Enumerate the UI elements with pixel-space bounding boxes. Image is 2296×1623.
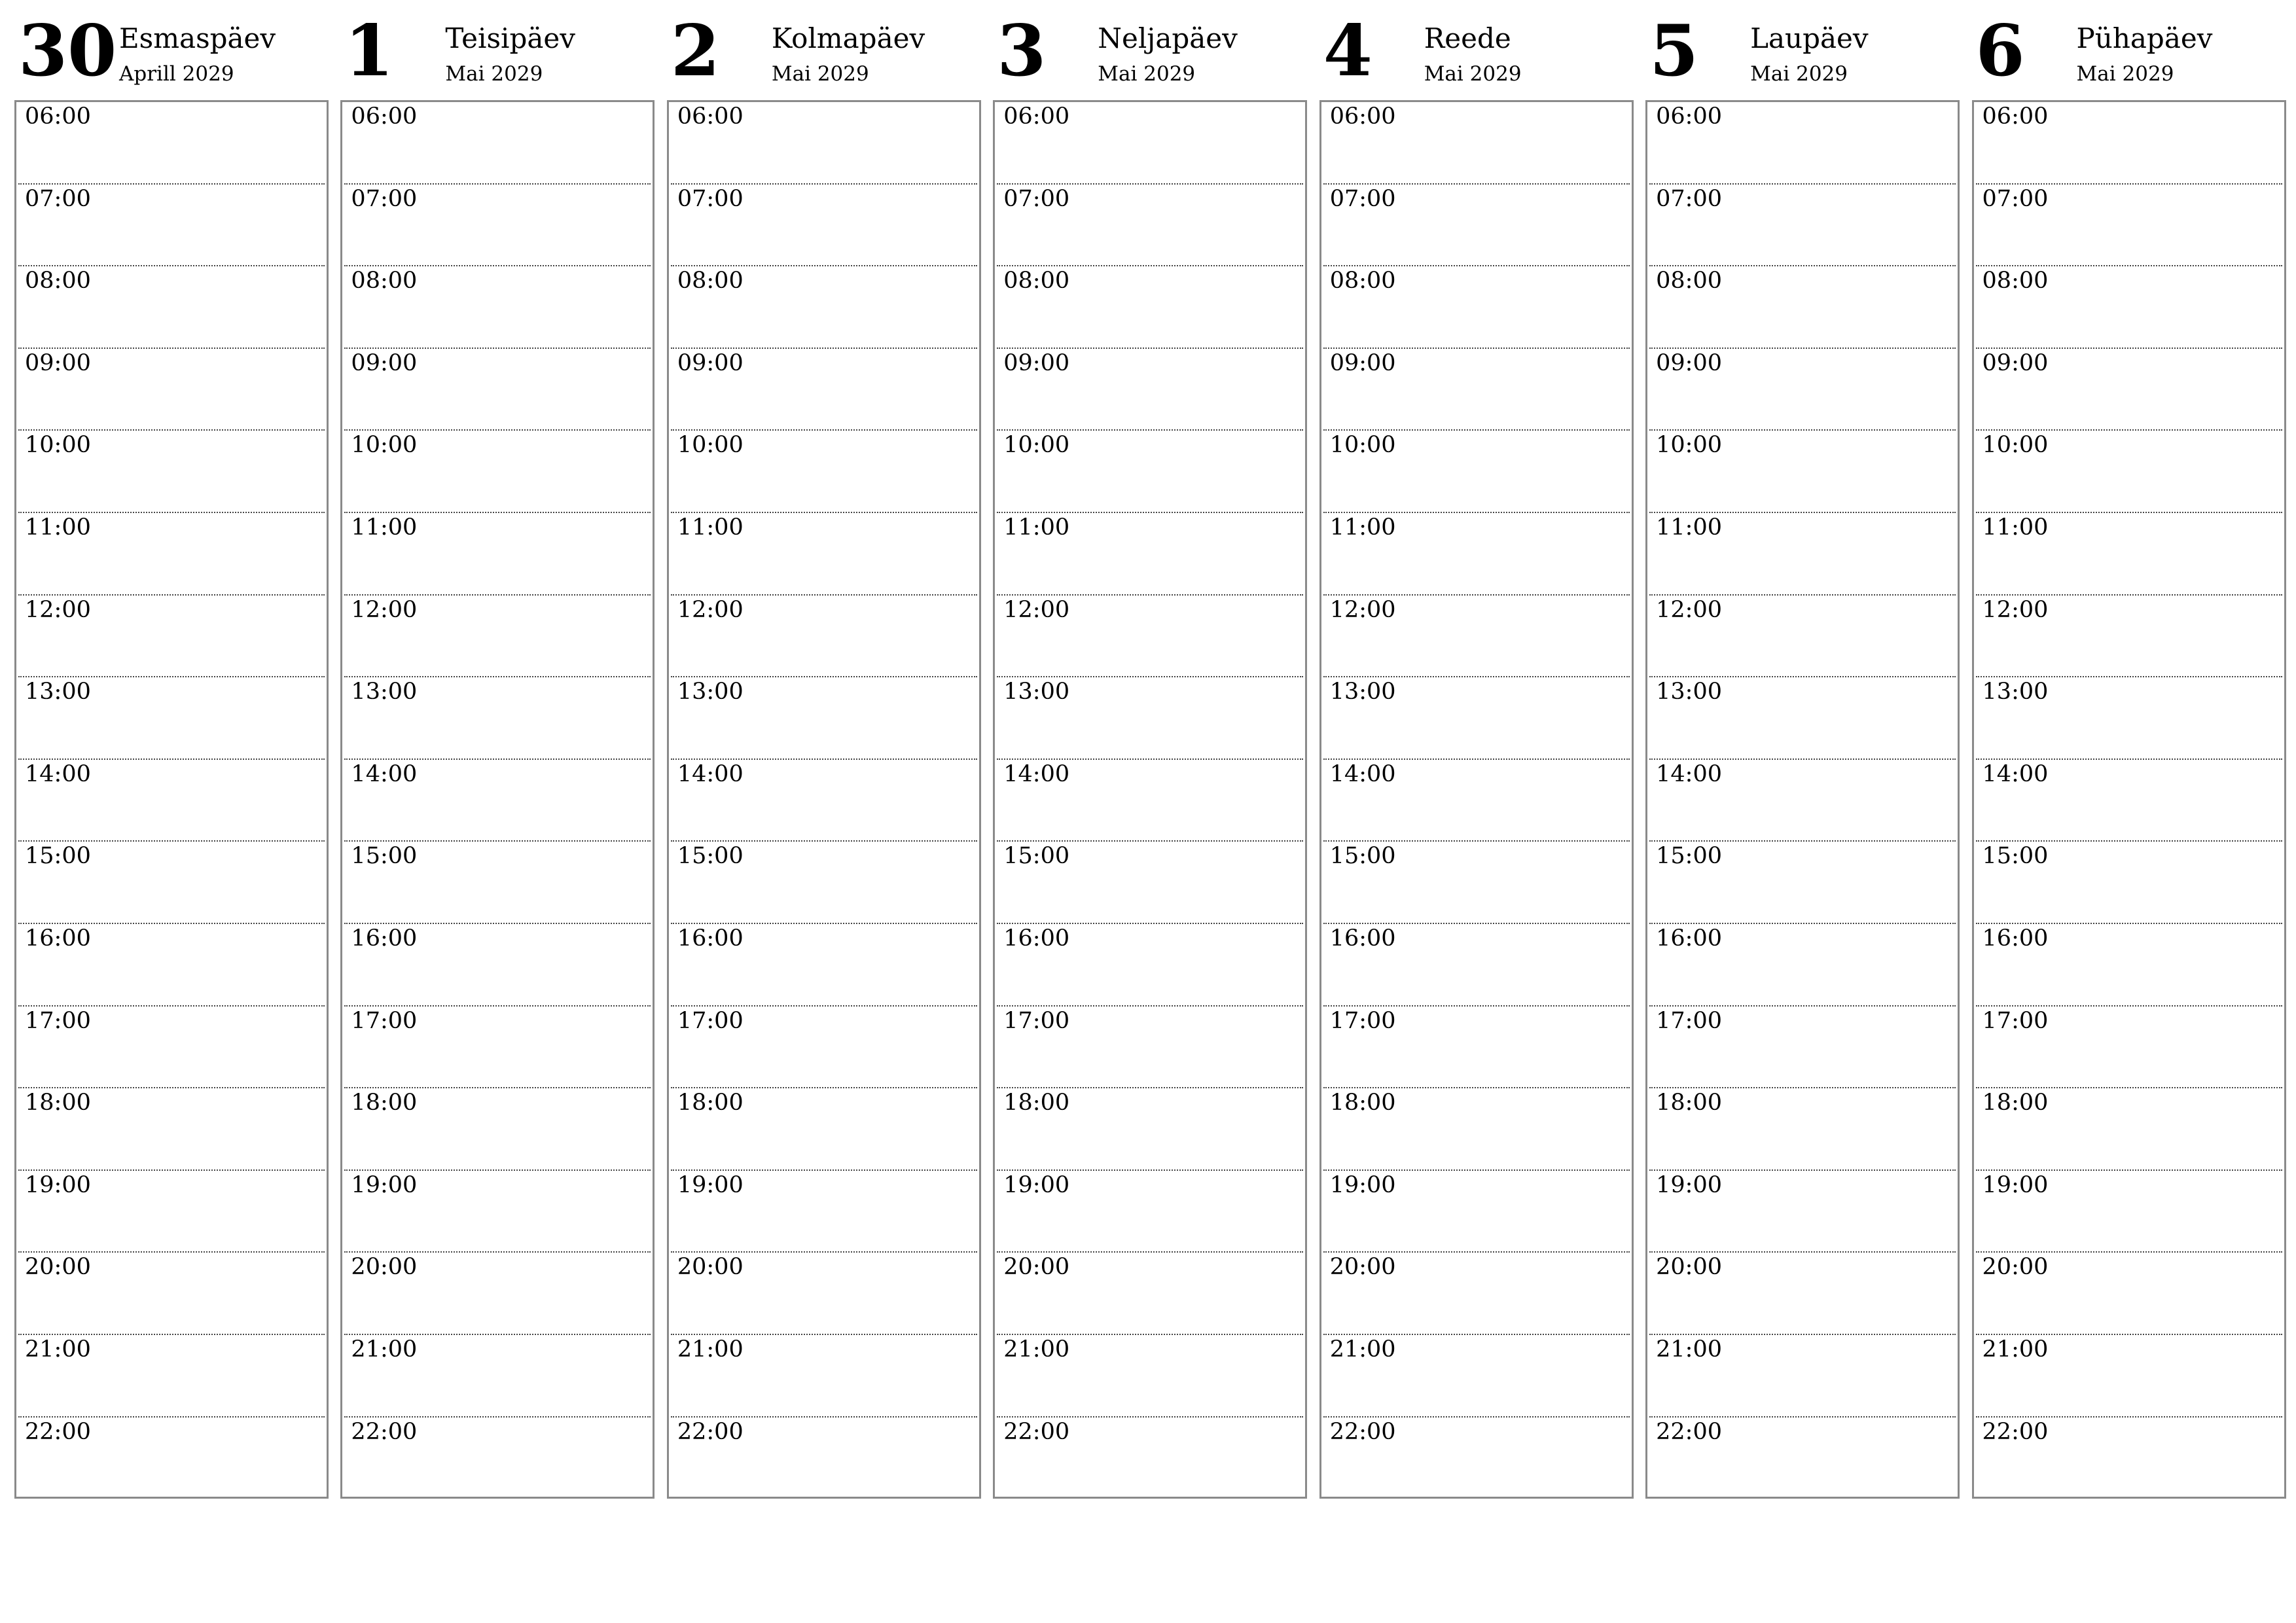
hour-slot[interactable] (1976, 1418, 2282, 1500)
hour-label: 19:00 (1656, 1171, 1722, 1198)
hour-slot[interactable] (1976, 677, 2282, 760)
hour-slot[interactable] (997, 349, 1303, 431)
hour-slot[interactable] (997, 1088, 1303, 1171)
hour-slot[interactable] (18, 1171, 325, 1253)
hour-label: 16:00 (1003, 925, 1070, 952)
hour-slot[interactable] (1323, 1253, 1630, 1335)
hour-slot[interactable] (1323, 513, 1630, 596)
hour-label: 17:00 (677, 1007, 744, 1034)
hour-grid (14, 100, 329, 1499)
hour-slot[interactable] (1649, 760, 1956, 842)
day-column (1645, 0, 1958, 1499)
hour-label: 20:00 (677, 1254, 744, 1281)
hour-slot[interactable] (1323, 677, 1630, 760)
hour-label: 17:00 (1656, 1007, 1722, 1034)
hour-label: 20:00 (351, 1254, 418, 1281)
hour-slot[interactable] (18, 760, 325, 842)
day-number: 2 (670, 10, 720, 92)
hour-grid (340, 100, 655, 1499)
hour-label: 10:00 (1656, 432, 1722, 459)
hour-slot[interactable] (18, 1007, 325, 1089)
hour-label: 16:00 (351, 925, 418, 952)
hour-slot[interactable] (344, 1171, 651, 1253)
hour-slot[interactable] (1649, 677, 1956, 760)
hour-label: 19:00 (1982, 1171, 2049, 1198)
hour-slot[interactable] (671, 185, 977, 267)
hour-slot[interactable] (671, 349, 977, 431)
hour-label: 18:00 (1982, 1090, 2049, 1116)
hour-slot[interactable] (1649, 431, 1956, 513)
day-number: 3 (997, 10, 1047, 92)
hour-label: 18:00 (351, 1090, 418, 1116)
hour-slot[interactable] (1976, 1007, 2282, 1089)
hour-label: 07:00 (25, 185, 91, 212)
hour-label: 21:00 (1656, 1336, 1722, 1363)
hour-slot[interactable] (671, 102, 977, 185)
day-column (993, 0, 1305, 1499)
hour-label: 13:00 (351, 679, 418, 705)
hour-slot[interactable] (997, 513, 1303, 596)
hour-slot[interactable] (1649, 1088, 1956, 1171)
hour-slot[interactable] (1323, 596, 1630, 678)
day-header (993, 0, 1305, 100)
day-name: Esmaspäev (119, 22, 276, 54)
day-number: 5 (1649, 10, 1699, 92)
day-name: Teisipäev (445, 22, 575, 54)
hour-label: 08:00 (677, 268, 744, 294)
day-name: Laupäev (1750, 22, 1869, 54)
hour-label: 13:00 (25, 679, 91, 705)
hour-label: 11:00 (351, 514, 418, 541)
hour-label: 22:00 (1982, 1418, 2049, 1445)
hour-slot[interactable] (344, 1335, 651, 1418)
hour-slot[interactable] (671, 677, 977, 760)
hour-slot[interactable] (671, 1418, 977, 1500)
hour-slot[interactable] (344, 349, 651, 431)
hour-label: 07:00 (677, 185, 744, 212)
hour-slot[interactable] (1976, 102, 2282, 185)
hour-label: 10:00 (1003, 432, 1070, 459)
hour-slot[interactable] (344, 185, 651, 267)
hour-slot[interactable] (1649, 1171, 1956, 1253)
hour-label: 08:00 (1982, 268, 2049, 294)
hour-slot[interactable] (1649, 1335, 1956, 1418)
hour-slot[interactable] (18, 1335, 325, 1418)
hour-label: 07:00 (1003, 185, 1070, 212)
hour-slot[interactable] (997, 431, 1303, 513)
hour-label: 16:00 (25, 925, 91, 952)
hour-slot[interactable] (671, 760, 977, 842)
day-column (1319, 0, 1632, 1499)
hour-label: 14:00 (351, 760, 418, 787)
hour-label: 10:00 (25, 432, 91, 459)
hour-slot[interactable] (1976, 596, 2282, 678)
hour-label: 20:00 (1656, 1254, 1722, 1281)
hour-slot[interactable] (671, 513, 977, 596)
day-name: Neljapäev (1098, 22, 1238, 54)
hour-grid (667, 100, 981, 1499)
hour-label: 11:00 (1329, 514, 1396, 541)
hour-slot[interactable] (671, 266, 977, 349)
day-name: Pühapäev (2076, 22, 2213, 54)
hour-slot[interactable] (18, 431, 325, 513)
hour-slot[interactable] (997, 924, 1303, 1007)
hour-slot[interactable] (344, 431, 651, 513)
hour-label: 19:00 (677, 1171, 744, 1198)
hour-label: 15:00 (351, 843, 418, 870)
hour-label: 12:00 (1982, 596, 2049, 623)
hour-slot[interactable] (1976, 1253, 2282, 1335)
hour-label: 12:00 (1329, 596, 1396, 623)
hour-slot[interactable] (1323, 1088, 1630, 1171)
hour-slot[interactable] (1323, 102, 1630, 185)
hour-label: 11:00 (25, 514, 91, 541)
day-month: Mai 2029 (771, 62, 869, 86)
hour-slot[interactable] (671, 1171, 977, 1253)
hour-slot[interactable] (18, 1418, 325, 1500)
hour-label: 15:00 (1656, 843, 1722, 870)
day-month: Mai 2029 (2076, 62, 2174, 86)
hour-label: 20:00 (1003, 1254, 1070, 1281)
hour-slot[interactable] (1649, 924, 1956, 1007)
hour-slot[interactable] (1649, 842, 1956, 924)
hour-label: 07:00 (1329, 185, 1396, 212)
day-month: Mai 2029 (1750, 62, 1848, 86)
day-header (1319, 0, 1632, 100)
hour-label: 17:00 (25, 1007, 91, 1034)
day-name: Kolmapäev (771, 22, 925, 54)
day-month: Mai 2029 (1098, 62, 1196, 86)
hour-slot[interactable] (1649, 349, 1956, 431)
hour-label: 19:00 (1003, 1171, 1070, 1198)
hour-slot[interactable] (997, 1418, 1303, 1500)
hour-slot[interactable] (997, 1007, 1303, 1089)
hour-label: 18:00 (677, 1090, 744, 1116)
hour-label: 06:00 (1982, 103, 2049, 130)
hour-label: 06:00 (1329, 103, 1396, 130)
hour-label: 14:00 (25, 760, 91, 787)
hour-label: 06:00 (1656, 103, 1722, 130)
hour-label: 21:00 (1329, 1336, 1396, 1363)
hour-label: 18:00 (1003, 1090, 1070, 1116)
hour-label: 17:00 (1329, 1007, 1396, 1034)
hour-slot[interactable] (997, 1335, 1303, 1418)
hour-label: 18:00 (1656, 1090, 1722, 1116)
hour-label: 13:00 (1656, 679, 1722, 705)
hour-slot[interactable] (1649, 513, 1956, 596)
hour-label: 06:00 (677, 103, 744, 130)
hour-label: 07:00 (1656, 185, 1722, 212)
hour-label: 09:00 (351, 349, 418, 376)
hour-label: 19:00 (1329, 1171, 1396, 1198)
hour-slot[interactable] (1649, 102, 1956, 185)
hour-label: 19:00 (351, 1171, 418, 1198)
hour-slot[interactable] (18, 266, 325, 349)
hour-slot[interactable] (1323, 431, 1630, 513)
hour-label: 21:00 (677, 1336, 744, 1363)
hour-label: 15:00 (1003, 843, 1070, 870)
hour-slot[interactable] (671, 1253, 977, 1335)
hour-slot[interactable] (18, 1253, 325, 1335)
day-column (1972, 0, 2284, 1499)
hour-label: 22:00 (1329, 1418, 1396, 1445)
day-column (14, 0, 327, 1499)
hour-slot[interactable] (1323, 924, 1630, 1007)
hour-label: 07:00 (351, 185, 418, 212)
hour-label: 08:00 (1003, 268, 1070, 294)
hour-grid (993, 100, 1307, 1499)
hour-label: 12:00 (25, 596, 91, 623)
hour-slot[interactable] (344, 596, 651, 678)
hour-label: 21:00 (351, 1336, 418, 1363)
hour-label: 22:00 (351, 1418, 418, 1445)
hour-slot[interactable] (671, 1335, 977, 1418)
hour-slot[interactable] (997, 185, 1303, 267)
hour-slot[interactable] (1649, 185, 1956, 267)
hour-label: 11:00 (1656, 514, 1722, 541)
hour-slot[interactable] (344, 1418, 651, 1500)
hour-slot[interactable] (1323, 1335, 1630, 1418)
hour-slot[interactable] (18, 924, 325, 1007)
hour-slot[interactable] (1323, 185, 1630, 267)
day-month: Aprill 2029 (119, 62, 234, 86)
hour-label: 15:00 (1329, 843, 1396, 870)
hour-slot[interactable] (344, 760, 651, 842)
hour-label: 06:00 (1003, 103, 1070, 130)
hour-slot[interactable] (997, 102, 1303, 185)
hour-label: 19:00 (25, 1171, 91, 1198)
hour-slot[interactable] (671, 842, 977, 924)
hour-slot[interactable] (997, 842, 1303, 924)
hour-slot[interactable] (18, 842, 325, 924)
weekly-planner (14, 0, 2284, 1499)
hour-label: 08:00 (1656, 268, 1722, 294)
hour-label: 10:00 (351, 432, 418, 459)
hour-slot[interactable] (344, 266, 651, 349)
hour-slot[interactable] (1323, 1171, 1630, 1253)
hour-slot[interactable] (18, 513, 325, 596)
hour-label: 21:00 (1003, 1336, 1070, 1363)
hour-slot[interactable] (997, 596, 1303, 678)
hour-label: 13:00 (1003, 679, 1070, 705)
hour-slot[interactable] (344, 677, 651, 760)
hour-slot[interactable] (18, 677, 325, 760)
hour-label: 16:00 (1329, 925, 1396, 952)
hour-label: 10:00 (677, 432, 744, 459)
hour-slot[interactable] (344, 924, 651, 1007)
hour-grid (1645, 100, 1960, 1499)
day-name: Reede (1424, 22, 1511, 54)
hour-slot[interactable] (344, 1007, 651, 1089)
hour-label: 14:00 (1982, 760, 2049, 787)
hour-label: 22:00 (1003, 1418, 1070, 1445)
day-header (1645, 0, 1958, 100)
hour-slot[interactable] (1976, 760, 2282, 842)
day-header (1972, 0, 2284, 100)
day-number: 30 (18, 10, 117, 92)
hour-label: 17:00 (1982, 1007, 2049, 1034)
hour-label: 14:00 (1656, 760, 1722, 787)
hour-label: 13:00 (1982, 679, 2049, 705)
hour-slot[interactable] (671, 1007, 977, 1089)
hour-slot[interactable] (1649, 596, 1956, 678)
hour-label: 09:00 (1003, 349, 1070, 376)
hour-slot[interactable] (344, 1088, 651, 1171)
day-number: 4 (1323, 10, 1372, 92)
hour-label: 20:00 (1329, 1254, 1396, 1281)
hour-label: 09:00 (25, 349, 91, 376)
hour-label: 21:00 (1982, 1336, 2049, 1363)
hour-label: 22:00 (1656, 1418, 1722, 1445)
hour-slot[interactable] (1976, 185, 2282, 267)
hour-label: 12:00 (1656, 596, 1722, 623)
hour-grid (1972, 100, 2286, 1499)
hour-slot[interactable] (1649, 1007, 1956, 1089)
hour-slot[interactable] (18, 185, 325, 267)
hour-label: 14:00 (1003, 760, 1070, 787)
hour-slot[interactable] (1976, 1171, 2282, 1253)
day-number: 6 (1975, 10, 2025, 92)
hour-label: 09:00 (1329, 349, 1396, 376)
hour-label: 09:00 (1656, 349, 1722, 376)
hour-label: 13:00 (1329, 679, 1396, 705)
hour-label: 16:00 (1656, 925, 1722, 952)
day-number: 1 (344, 10, 394, 92)
hour-slot[interactable] (18, 596, 325, 678)
day-month: Mai 2029 (1424, 62, 1522, 86)
hour-label: 14:00 (677, 760, 744, 787)
hour-slot[interactable] (1976, 349, 2282, 431)
hour-label: 08:00 (1329, 268, 1396, 294)
hour-slot[interactable] (18, 1088, 325, 1171)
hour-slot[interactable] (344, 842, 651, 924)
hour-slot[interactable] (344, 102, 651, 185)
hour-label: 07:00 (1982, 185, 2049, 212)
hour-slot[interactable] (344, 1253, 651, 1335)
hour-label: 08:00 (25, 268, 91, 294)
hour-slot[interactable] (997, 1253, 1303, 1335)
hour-slot[interactable] (1976, 513, 2282, 596)
hour-label: 11:00 (677, 514, 744, 541)
hour-label: 15:00 (1982, 843, 2049, 870)
hour-label: 09:00 (677, 349, 744, 376)
hour-slot[interactable] (1649, 1418, 1956, 1500)
hour-label: 15:00 (25, 843, 91, 870)
hour-label: 20:00 (1982, 1254, 2049, 1281)
day-month: Mai 2029 (445, 62, 543, 86)
hour-slot[interactable] (1649, 266, 1956, 349)
hour-label: 14:00 (1329, 760, 1396, 787)
hour-slot[interactable] (1649, 1253, 1956, 1335)
hour-slot[interactable] (1323, 1418, 1630, 1500)
hour-slot[interactable] (1323, 349, 1630, 431)
hour-slot[interactable] (1976, 842, 2282, 924)
hour-slot[interactable] (1323, 760, 1630, 842)
day-header (667, 0, 979, 100)
hour-slot[interactable] (1976, 1335, 2282, 1418)
hour-label: 10:00 (1329, 432, 1396, 459)
hour-slot[interactable] (997, 677, 1303, 760)
hour-label: 21:00 (25, 1336, 91, 1363)
hour-slot[interactable] (1323, 266, 1630, 349)
hour-label: 12:00 (677, 596, 744, 623)
hour-slot[interactable] (997, 266, 1303, 349)
day-header (14, 0, 327, 100)
hour-label: 18:00 (1329, 1090, 1396, 1116)
hour-slot[interactable] (997, 1171, 1303, 1253)
hour-label: 22:00 (25, 1418, 91, 1445)
hour-label: 17:00 (351, 1007, 418, 1034)
hour-label: 10:00 (1982, 432, 2049, 459)
hour-label: 22:00 (677, 1418, 744, 1445)
hour-label: 06:00 (25, 103, 91, 130)
hour-label: 13:00 (677, 679, 744, 705)
hour-slot[interactable] (671, 596, 977, 678)
day-column (340, 0, 653, 1499)
hour-label: 20:00 (25, 1254, 91, 1281)
hour-label: 06:00 (351, 103, 418, 130)
hour-slot[interactable] (1976, 1088, 2282, 1171)
hour-label: 08:00 (351, 268, 418, 294)
hour-slot[interactable] (344, 513, 651, 596)
hour-slot[interactable] (18, 349, 325, 431)
hour-slot[interactable] (18, 102, 325, 185)
hour-label: 12:00 (1003, 596, 1070, 623)
hour-slot[interactable] (671, 924, 977, 1007)
hour-slot[interactable] (1976, 266, 2282, 349)
hour-label: 16:00 (1982, 925, 2049, 952)
hour-label: 17:00 (1003, 1007, 1070, 1034)
hour-slot[interactable] (1976, 431, 2282, 513)
day-header (340, 0, 653, 100)
hour-label: 16:00 (677, 925, 744, 952)
hour-label: 11:00 (1003, 514, 1070, 541)
hour-label: 11:00 (1982, 514, 2049, 541)
hour-slot[interactable] (671, 1088, 977, 1171)
day-column (667, 0, 979, 1499)
hour-grid (1319, 100, 1634, 1499)
hour-slot[interactable] (997, 760, 1303, 842)
hour-label: 09:00 (1982, 349, 2049, 376)
hour-slot[interactable] (671, 431, 977, 513)
hour-label: 18:00 (25, 1090, 91, 1116)
hour-slot[interactable] (1323, 842, 1630, 924)
hour-label: 12:00 (351, 596, 418, 623)
hour-label: 15:00 (677, 843, 744, 870)
hour-slot[interactable] (1976, 924, 2282, 1007)
hour-slot[interactable] (1323, 1007, 1630, 1089)
